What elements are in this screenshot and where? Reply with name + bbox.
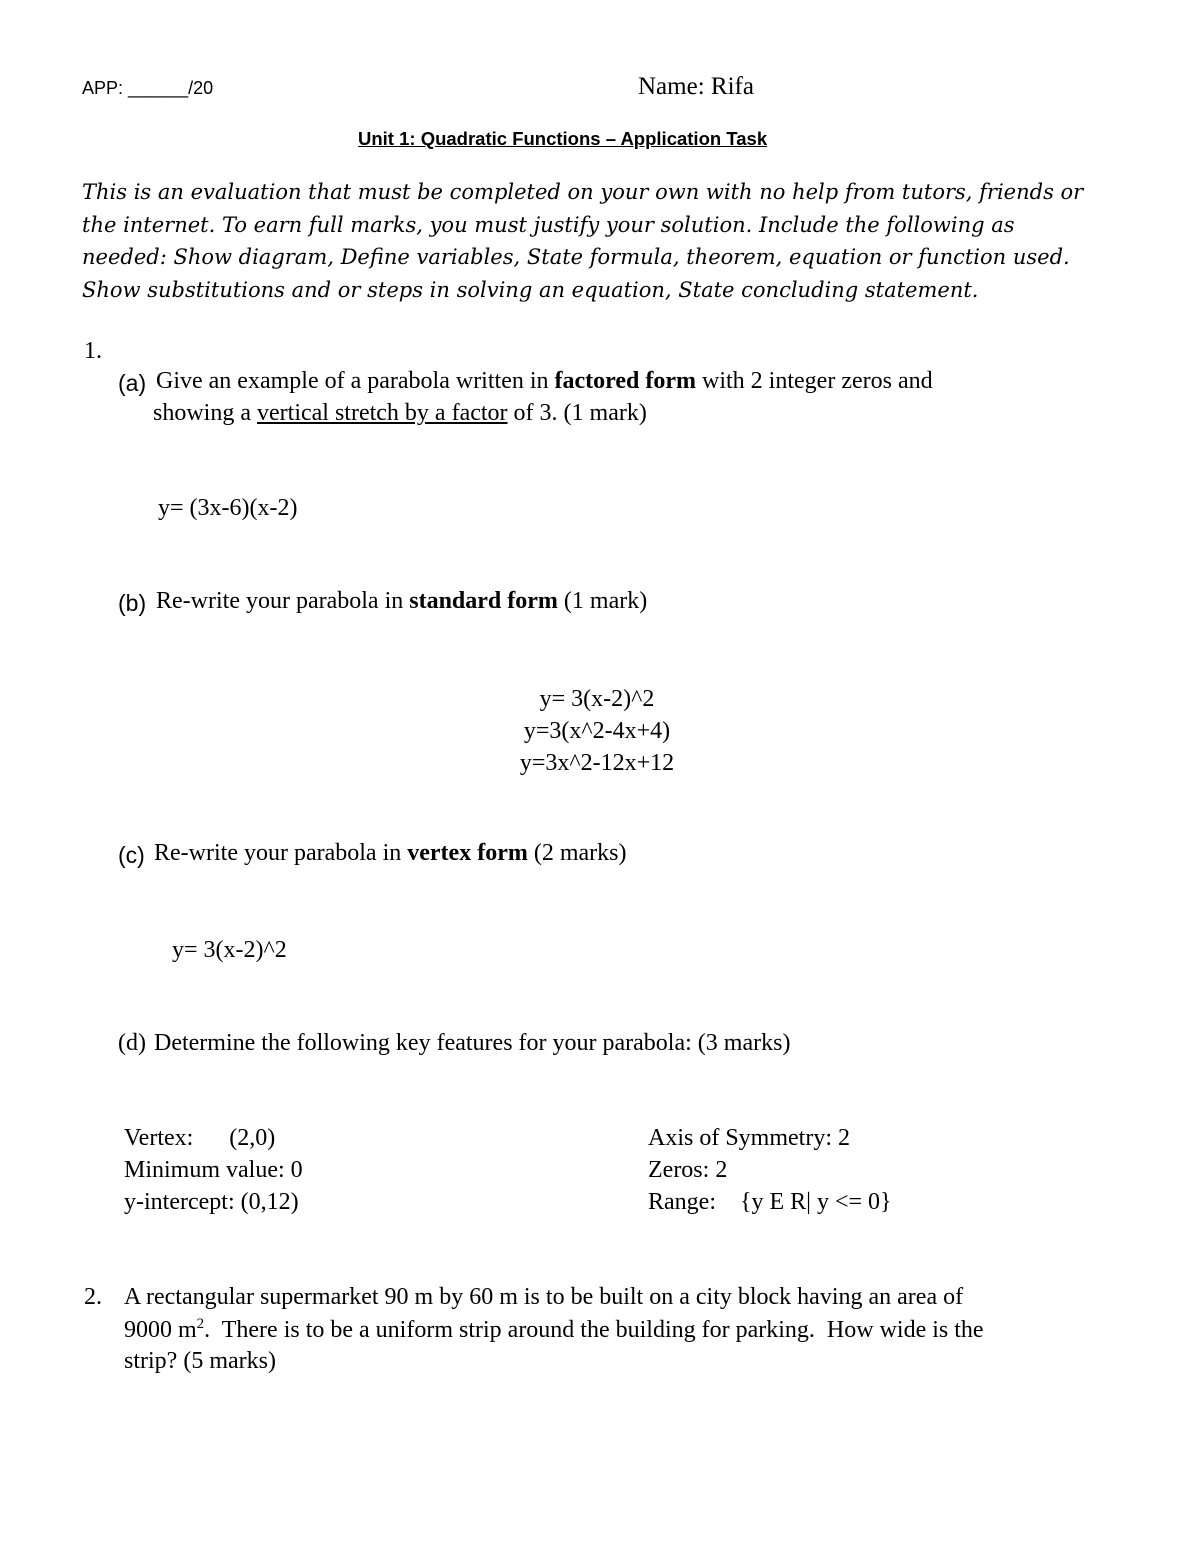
student-name: Name: Rifa <box>638 73 754 100</box>
part-c-label: (c) <box>118 842 145 868</box>
part-b-prompt: Re-write your parabola in standard form (1 mark) <box>156 588 648 614</box>
question-2-line2: 9000 $m^2$. There is to be a uniform strip around the building for parking. How wide is the <box>124 1316 984 1343</box>
question-1-number: 1. <box>84 338 102 364</box>
question-2-number: 2. <box>84 1284 102 1310</box>
part-c-answer: y= 3(x-2)^2 <box>172 937 287 963</box>
part-d-label: (d) <box>118 1030 146 1056</box>
question-2-line3: strip? (5 marks) <box>124 1348 276 1374</box>
axis-of-symmetry-value: Axis of Symmetry: 2 <box>648 1125 850 1151</box>
y-intercept-value: y-intercept: (0,12) <box>124 1189 299 1215</box>
instructions <box>82 176 1083 306</box>
part-d-prompt: Determine the following key features for your parabola: (3 marks) <box>154 1030 791 1056</box>
part-a-prompt-line1: Give an example of a parabola written in factored form with 2 integer zeros and <box>156 368 933 394</box>
part-c-prompt: Re-write your parabola in vertex form (2 marks) <box>154 840 627 866</box>
answer-line: y=3x^2-12x+12 <box>519 750 675 776</box>
part-a-answer: y= (3x-6)(x-2) <box>158 495 298 521</box>
answer-line: y=3(x^2-4x+4) <box>523 718 671 744</box>
app-score-label: APP: ______/20 <box>82 78 214 98</box>
question-2-line1: A rectangular supermarket 90 m by 60 m is to be built on a city block having an area of <box>124 1284 964 1310</box>
instruction-line: Show substitutions and or steps in solving an equation, State concluding statement. <box>82 277 979 302</box>
vertex-value: Vertex: (2,0) <box>124 1125 276 1151</box>
part-b-answer <box>480 683 714 779</box>
page-title: Unit 1: Quadratic Functions – Application Task <box>358 128 768 149</box>
answer-line: y= 3(x-2)^2 <box>539 686 655 712</box>
instruction-line: the internet. To earn full marks, you must justify your solution. Include the following as <box>82 212 1015 237</box>
minimum-value: Minimum value: 0 <box>124 1157 303 1183</box>
part-a-label: (a) <box>118 370 147 396</box>
part-b-label: (b) <box>118 590 147 616</box>
part-a-prompt-line2: showing a vertical stretch by a factor of 3. (1 mark) <box>153 400 647 426</box>
instruction-line: This is an evaluation that must be completed on your own with no help from tutors, friends or <box>82 180 1084 204</box>
zeros-value: Zeros: 2 <box>648 1157 728 1183</box>
range-value: Range: {y E R| y <= 0} <box>648 1189 892 1215</box>
instruction-line: needed: Show diagram, Define variables, State formula, theorem, equation or function used. <box>82 245 1070 269</box>
